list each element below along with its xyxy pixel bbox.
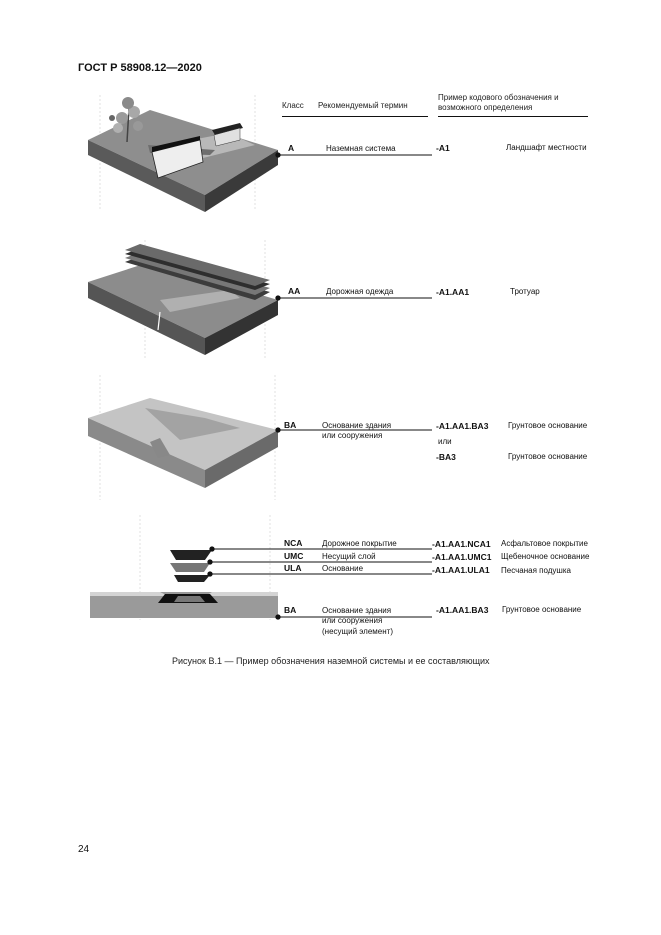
landscape-drawing <box>88 95 278 212</box>
row-definition: Щебеночное основание <box>501 552 590 561</box>
row-class: BA <box>284 420 297 430</box>
row-code: -A1 <box>436 143 450 153</box>
row-class: BA <box>284 605 297 615</box>
header-underline-example <box>438 116 588 117</box>
row-code: -A1.AA1 <box>436 287 470 297</box>
row-code: -A1.AA1.ULA1 <box>432 565 490 575</box>
row-definition-alt: Грунтовое основание <box>508 452 588 461</box>
document-id: ГОСТ Р 58908.12—2020 <box>78 62 202 74</box>
row-code: -A1.AA1.NCA1 <box>432 539 491 549</box>
row-code: -A1.AA1.BA3 <box>436 605 489 615</box>
row-code: -A1.AA1.UMC1 <box>432 552 492 562</box>
row-term-line2: или сооружения <box>322 431 383 440</box>
foundation-drawing <box>88 375 278 500</box>
leader-lines <box>208 153 432 619</box>
row-term: Несущий слой <box>322 552 376 561</box>
row-term-line2: или сооружения <box>322 616 383 625</box>
row-definition: Песчаная подушка <box>501 566 571 575</box>
row-definition: Ландшафт местности <box>506 143 587 152</box>
row-definition: Грунтовое основание <box>508 421 588 430</box>
column-header-class: Класс <box>282 101 304 110</box>
row-term: Дорожное покрытие <box>322 539 397 548</box>
row-term: Дорожная одежда <box>326 287 394 296</box>
row-class: UMC <box>284 551 304 561</box>
row-term-line1: Основание здания <box>322 606 392 615</box>
row-term-line3: (несущий элемент) <box>322 627 393 636</box>
row-class: A <box>288 143 295 153</box>
row-class: NCA <box>284 538 303 548</box>
pavement-drawing <box>88 240 278 360</box>
layers-section-drawing <box>90 515 278 620</box>
page-number: 24 <box>78 844 90 855</box>
column-header-example-line2: возможного определения <box>438 103 533 112</box>
row-term-line1: Основание здания <box>322 421 392 430</box>
column-header-term: Рекомендуемый термин <box>318 101 408 110</box>
row-definition: Грунтовое основание <box>502 605 582 614</box>
row-definition: Асфальтовое покрытие <box>501 539 588 548</box>
row-code: -A1.AA1.BA3 <box>436 421 489 431</box>
row-definition: Тротуар <box>510 287 540 296</box>
row-class: ULA <box>284 563 302 573</box>
row-class: AA <box>288 286 301 296</box>
row-code-alt: -BA3 <box>436 452 456 462</box>
row-or-label: или <box>438 437 452 446</box>
row-term: Основание <box>322 564 364 573</box>
header-underline-term <box>318 116 428 117</box>
column-header-example-line1: Пример кодового обозначения и <box>438 93 559 102</box>
figure-caption: Рисунок В.1 — Пример обозначения наземной системы и ее составляющих <box>172 656 490 666</box>
row-term: Наземная система <box>326 144 396 153</box>
